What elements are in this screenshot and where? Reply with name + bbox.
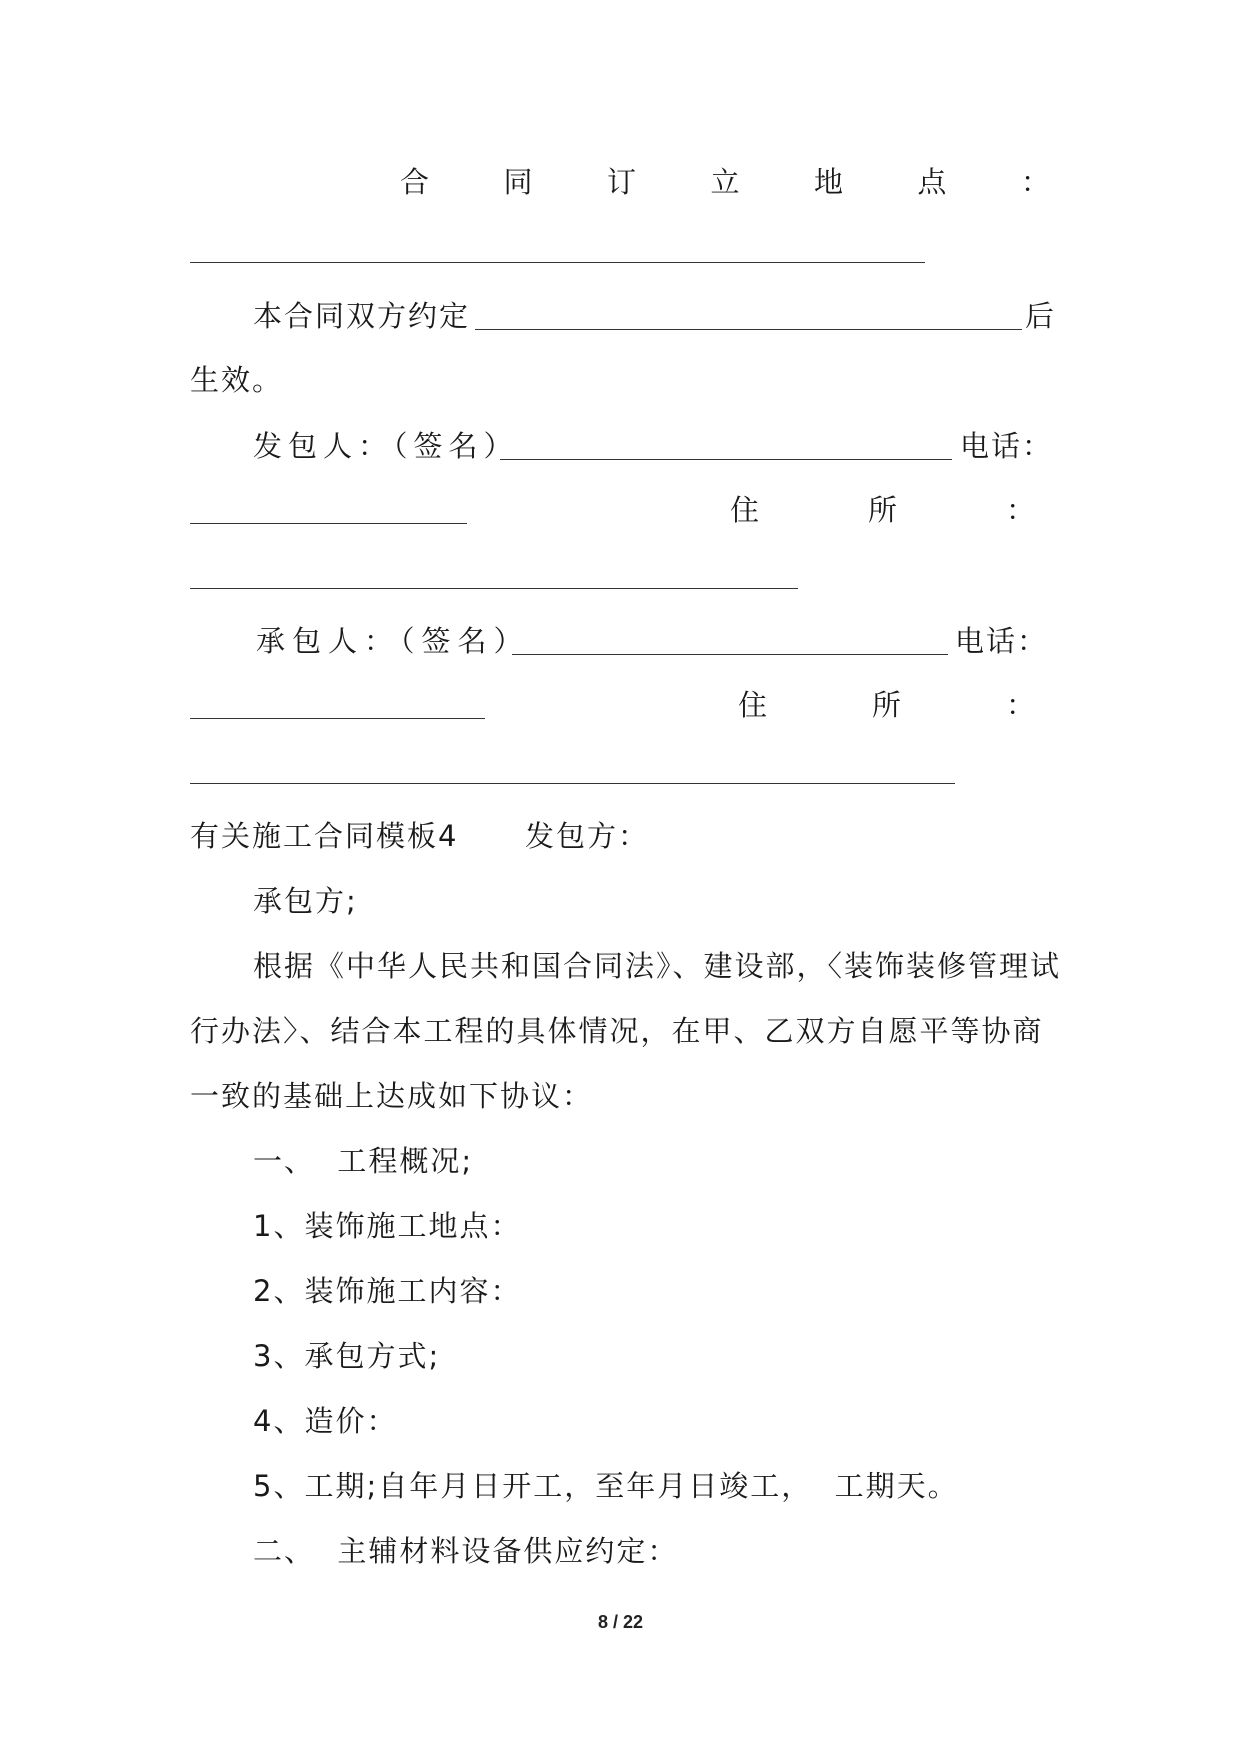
char: 订 — [606, 165, 636, 199]
char: 住 — [730, 493, 760, 527]
char: 住 — [738, 688, 768, 722]
char: ： — [1005, 688, 1035, 722]
employer-signature-blank — [500, 459, 952, 460]
basis-paragraph-line-2: 行办法〉、结合本工程的具体情况，在甲、乙双方自愿平等协商 — [190, 1014, 1044, 1048]
page-number: 8 / 22 — [597, 1612, 644, 1632]
template-contractor-label: 承包方; — [253, 884, 358, 918]
section-1-item: 1、装饰施工地点： — [253, 1209, 522, 1243]
contract-place-label — [400, 164, 1050, 200]
template-employer-label: 发包方： — [525, 819, 650, 853]
basis-paragraph-line-3: 一致的基础上达成如下协议： — [190, 1079, 594, 1113]
char: ： — [1020, 165, 1050, 199]
contract-place-blank — [190, 262, 925, 263]
section-1-item: 5、工期;自年月日开工，至年月日竣工， 工期天。 — [253, 1469, 959, 1503]
contractor-signature-blank — [512, 654, 948, 655]
char: 地 — [813, 165, 843, 199]
char: 同 — [503, 165, 533, 199]
employer-address-label — [730, 492, 1035, 528]
contractor-phone-label: 电话： — [955, 624, 1049, 658]
effective-clause-prefix: 本合同双方约定 — [253, 299, 471, 333]
basis-paragraph-line-1: 根据《中华人民共和国合同法》、建设部，〈装饰装修管理试 — [253, 949, 1062, 983]
char: 立 — [710, 165, 740, 199]
section-1-item: 2、装饰施工内容： — [253, 1274, 522, 1308]
section-2-title: 二、 主辅材料设备供应约定： — [253, 1534, 679, 1568]
char: 所 — [867, 493, 897, 527]
contractor-address-label — [738, 687, 1035, 723]
effective-clause-suffix: 后 — [1025, 299, 1057, 333]
char: 合 — [400, 165, 430, 199]
char: 点 — [917, 165, 947, 199]
employer-phone-blank — [190, 523, 467, 524]
employer-phone-label: 电话： — [960, 429, 1054, 463]
employer-signature-label: 发包人：（签名） — [253, 429, 519, 463]
section-1-item: 3、承包方式; — [253, 1339, 441, 1373]
contractor-signature-label: 承包人：（签名） — [256, 624, 530, 658]
effective-clause-blank — [475, 329, 1022, 330]
effective-clause-continuation: 生效。 — [190, 363, 284, 397]
contractor-address-blank — [190, 783, 955, 784]
char: ： — [1005, 493, 1035, 527]
employer-address-blank — [190, 588, 798, 589]
char: 所 — [871, 688, 901, 722]
section-1-item: 4、造价： — [253, 1404, 398, 1438]
template-title: 有关施工合同模板4 — [190, 819, 459, 853]
section-1-title: 一、 工程概况; — [253, 1144, 474, 1178]
contractor-phone-blank — [190, 718, 485, 719]
